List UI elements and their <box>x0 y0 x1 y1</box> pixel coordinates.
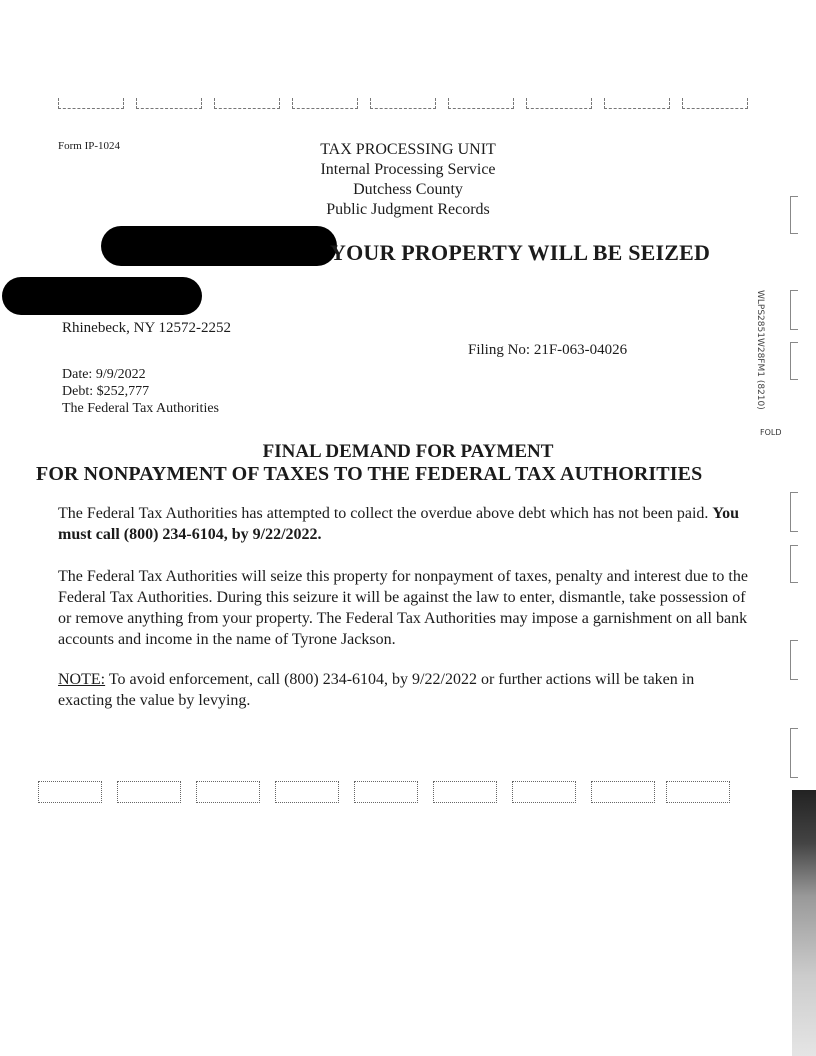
meta-block <box>62 366 219 417</box>
top-dashed-boxes <box>58 98 758 118</box>
dashed-box <box>448 98 514 109</box>
dashed-box <box>214 98 280 109</box>
dotted-box <box>591 781 655 803</box>
dotted-box <box>38 781 102 803</box>
fold-label: FOLD <box>760 428 782 437</box>
dashed-box <box>292 98 358 109</box>
form-id: Form IP-1024 <box>58 140 121 152</box>
date: Date: 9/9/2022 <box>62 367 146 382</box>
note-paragraph <box>58 669 748 711</box>
dotted-box <box>275 781 339 803</box>
note-text: To avoid enforcement, call (800) 234-6104, by 9/22/2022 or further actions will be taken in exacting the value by levying. <box>58 671 695 709</box>
dotted-box <box>117 781 181 803</box>
demand-subtitle: FOR NONPAYMENT OF TAXES TO THE FEDERAL TAX AUTHORITIES <box>36 463 703 485</box>
margin-barcode-text: WLPS2851W28FM1 (8210) <box>755 290 765 410</box>
dashed-box <box>136 98 202 109</box>
filing-number: Filing No: 21F-063-04026 <box>468 342 628 358</box>
creditor: The Federal Tax Authorities <box>62 401 220 416</box>
agency-line-2: Internal Processing Service <box>320 161 496 178</box>
margin-bracket <box>790 290 798 330</box>
redaction-bar <box>2 277 202 315</box>
headline: YOUR PROPERTY WILL BE SEIZED <box>330 240 711 265</box>
dashed-box <box>370 98 436 109</box>
bottom-dotted-boxes <box>38 781 738 805</box>
dashed-box <box>526 98 592 109</box>
dotted-box <box>512 781 576 803</box>
dashed-box <box>604 98 670 109</box>
margin-bracket <box>790 728 798 778</box>
debt-amount: Debt: $252,777 <box>62 384 150 399</box>
paragraph-1-call-instruction: You must call (800) 234-6104, by 9/22/2022. <box>58 505 740 543</box>
margin-bracket <box>790 640 798 680</box>
address-city-line: Rhinebeck, NY 12572-2252 <box>62 320 231 336</box>
margin-bracket <box>790 545 798 583</box>
dotted-box <box>666 781 730 803</box>
paragraph-1-text: The Federal Tax Authorities has attempted to collect the overdue above debt which has not been paid. <box>58 505 713 522</box>
margin-bracket <box>790 342 798 380</box>
dotted-box <box>433 781 497 803</box>
agency-line-3: Dutchess County <box>353 181 463 198</box>
agency-line-1: TAX PROCESSING UNIT <box>320 141 496 158</box>
agency-block <box>300 140 516 220</box>
dashed-box <box>58 98 124 109</box>
demand-title: FINAL DEMAND FOR PAYMENT <box>262 441 554 462</box>
dotted-box <box>354 781 418 803</box>
note-label: NOTE: <box>58 671 106 688</box>
dotted-box <box>196 781 260 803</box>
scan-edge-shadow <box>792 790 816 1056</box>
dashed-box <box>682 98 748 109</box>
paragraph-2: The Federal Tax Authorities will seize this property for nonpayment of taxes, penalty and interest due to the Federal Tax Authorities. During this seizure it will be against the law to enter, dismantle, take possession of or remove anything from your property. The Federal Tax Authorities may impose a garnishment on all bank accounts and income in the name of Tyrone Jackson. <box>58 568 748 648</box>
agency-line-4: Public Judgment Records <box>326 201 490 218</box>
paragraph-1 <box>58 503 748 545</box>
margin-bracket <box>790 492 798 532</box>
redaction-bar <box>101 226 337 266</box>
margin-bracket <box>790 196 798 234</box>
